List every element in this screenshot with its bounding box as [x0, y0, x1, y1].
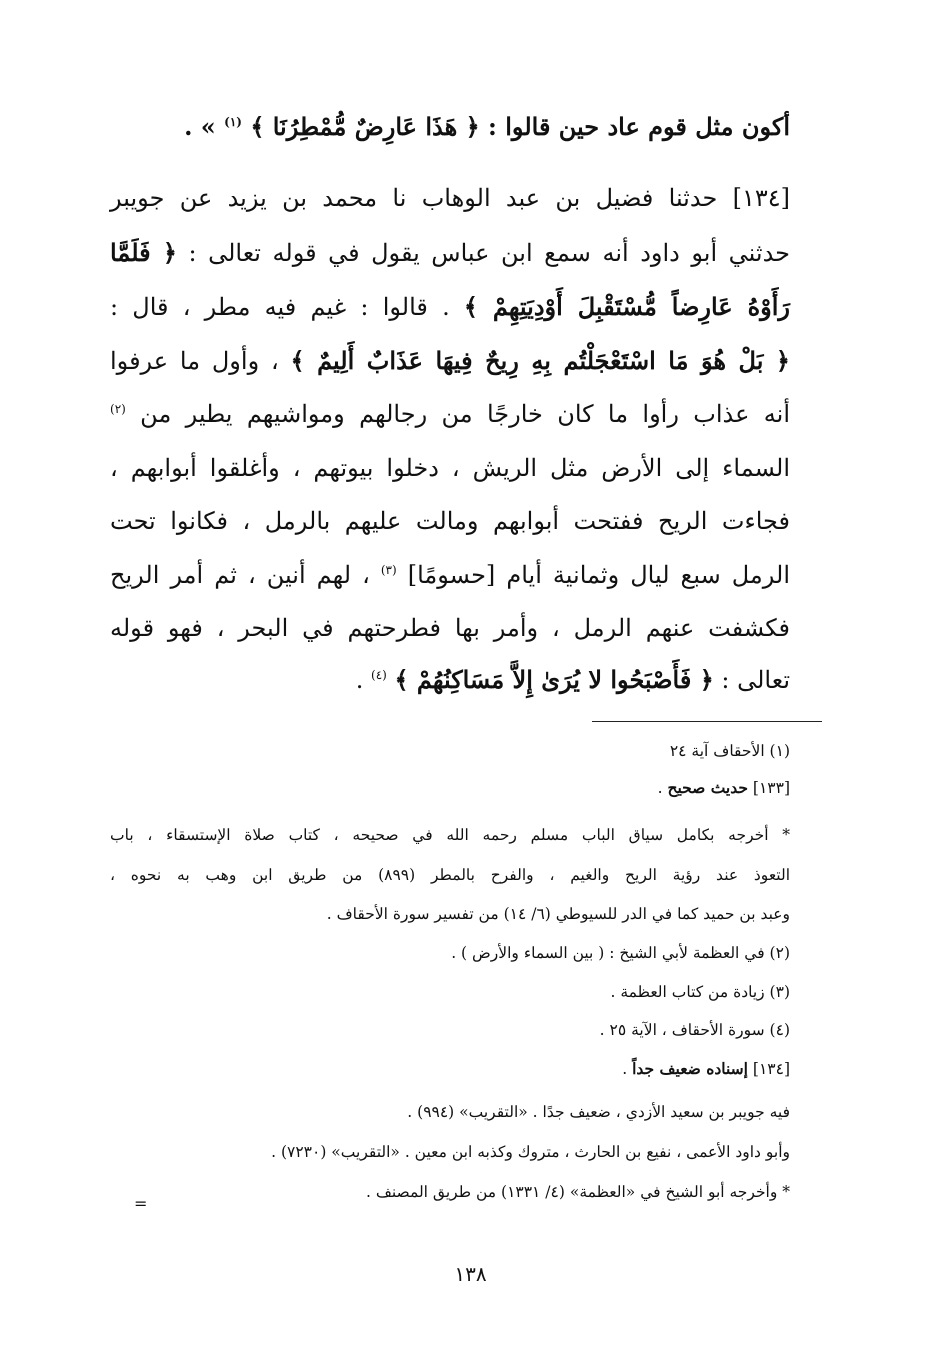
text-line-9: الرمل سبع ليال وثمانية أيام [حسومًا] $^{(٣)}$ ، لهم أنين ، ثم أمر الريح: [110, 561, 790, 589]
text-line-2: [١٣٤] حدثنا فضيل بن عبد الوهاب نا محمد بن يزيد عن جويبر: [110, 184, 790, 212]
quran-quote: ﴿ هَذَا عَارِضٌ مُّمْطِرُنَا ﴾: [250, 112, 480, 141]
text-line-3: حدثني أبو داود أنه سمع ابن عباس يقول في قوله تعالى : ﴿ فَلَمَّا: [110, 238, 791, 267]
footnote-text: وعبد بن حميد كما في الدر للسيوطي (٦/ ١٤) من تفسير سورة الأحقاف .: [326, 905, 790, 923]
quran-quote: رَأَوْهُ عَارِضاً مُّسْتَقْبِلَ أَوْدِيَتِهِمْ ﴾: [463, 292, 790, 321]
text-line-6: أنه عذاب رأوا ما كان خارجًا من رجالهم ومواشيهم يطير من $^{(٢)}$: [110, 400, 790, 428]
footnote-2: (٢) في العظمة لأبي الشيخ : ( بين السماء والأرض ) .: [451, 944, 790, 962]
footnote-text: التعوذ عند رؤية الريح والغيم ، والفرح بالمطر (٨٩٩) من طريق ابن وهب به نحوه ،: [110, 866, 790, 884]
footnote-4: (٤) سورة الأحقاف ، الآية ٢٥ .: [599, 1021, 790, 1039]
footnote-ref: (٢): [110, 402, 126, 416]
footnote-ref: (٣): [380, 563, 397, 577]
footnote-text: وأبو داود الأعمى ، نفيع بن الحارث ، متروك وكذبه ابن معين . «التقريب» (٧٢٣٠) .: [271, 1143, 790, 1161]
text-line-5: ﴿ بَلْ هُوَ مَا اسْتَعْجَلْتُم بِهِ رِيحٌ فِيهَا عَذَابٌ أَلِيمٌ ﴾ ، وأول ما عرفوا: [110, 346, 790, 375]
footnote-separator: [592, 721, 822, 722]
page-number: ١٣٨: [454, 1262, 487, 1286]
text-line-1: أكون مثل قوم عاد حين قالوا : ﴿ هَذَا عَارِضٌ مُّمْطِرُنَا ﴾ $^{(١)}$ » .: [184, 112, 790, 141]
text-line-11: تعالى : ﴿ فَأَصْبَحُوا لا يُرَىٰ إِلاَّ مَسَاكِنُهُمْ ﴾ $^{(٤)}$ .: [355, 665, 790, 694]
hadith-grade-133: [١٣٣] حديث صحيح .: [657, 778, 790, 797]
text-line-10: فكشفت عنهم الرمل ، وأمر بها فطرحتهم في البحر ، فهو قوله: [110, 614, 790, 642]
hadith-grade-134: [١٣٤] إسناده ضعيف جداً .: [622, 1059, 790, 1078]
quran-quote: ﴿ بَلْ هُوَ مَا اسْتَعْجَلْتُم بِهِ رِيحٌ فِيهَا عَذَابٌ أَلِيمٌ ﴾: [290, 346, 790, 375]
quran-quote: ﴿ فَلَمَّا: [110, 238, 177, 267]
quran-quote: ﴿ فَأَصْبَحُوا لا يُرَىٰ إِلاَّ مَسَاكِنُهُمْ ﴾: [394, 665, 714, 694]
text-line-8: فجاءت الريح ففتحت أبوابهم ومالت عليهم بالرمل ، فكانوا تحت: [110, 507, 790, 535]
continuation-mark: =: [134, 1194, 148, 1213]
footnote-text: فيه جويبر بن سعيد الأزدي ، ضعيف جدًا . «التقريب» (٩٩٤) .: [407, 1103, 790, 1121]
footnote-ref: (٤): [371, 668, 387, 682]
footnote-text: * وأخرجه أبو الشيخ في «العظمة» (٤/ ١٣٣١) من طريق المصنف .: [365, 1183, 790, 1201]
text-line-4: رَأَوْهُ عَارِضاً مُّسْتَقْبِلَ أَوْدِيَتِهِمْ ﴾ . قالوا : غيم فيه مطر ، قال :: [110, 292, 790, 321]
footnote-text: * أخرجه بكامل سياق الباب مسلم رحمه الله في صحيحه ، كتاب صلاة الإستسقاء ، باب: [110, 826, 790, 844]
text-line-7: السماء إلى الأرض مثل الريش ، دخلوا بيوتهم ، وأغلقوا أبوابهم ،: [110, 454, 790, 482]
footnote-1: (١) الأحقاف آية ٢٤: [669, 742, 790, 760]
footnote-3: (٣) زيادة من كتاب العظمة .: [610, 983, 790, 1001]
footnote-ref: (١): [224, 115, 242, 129]
